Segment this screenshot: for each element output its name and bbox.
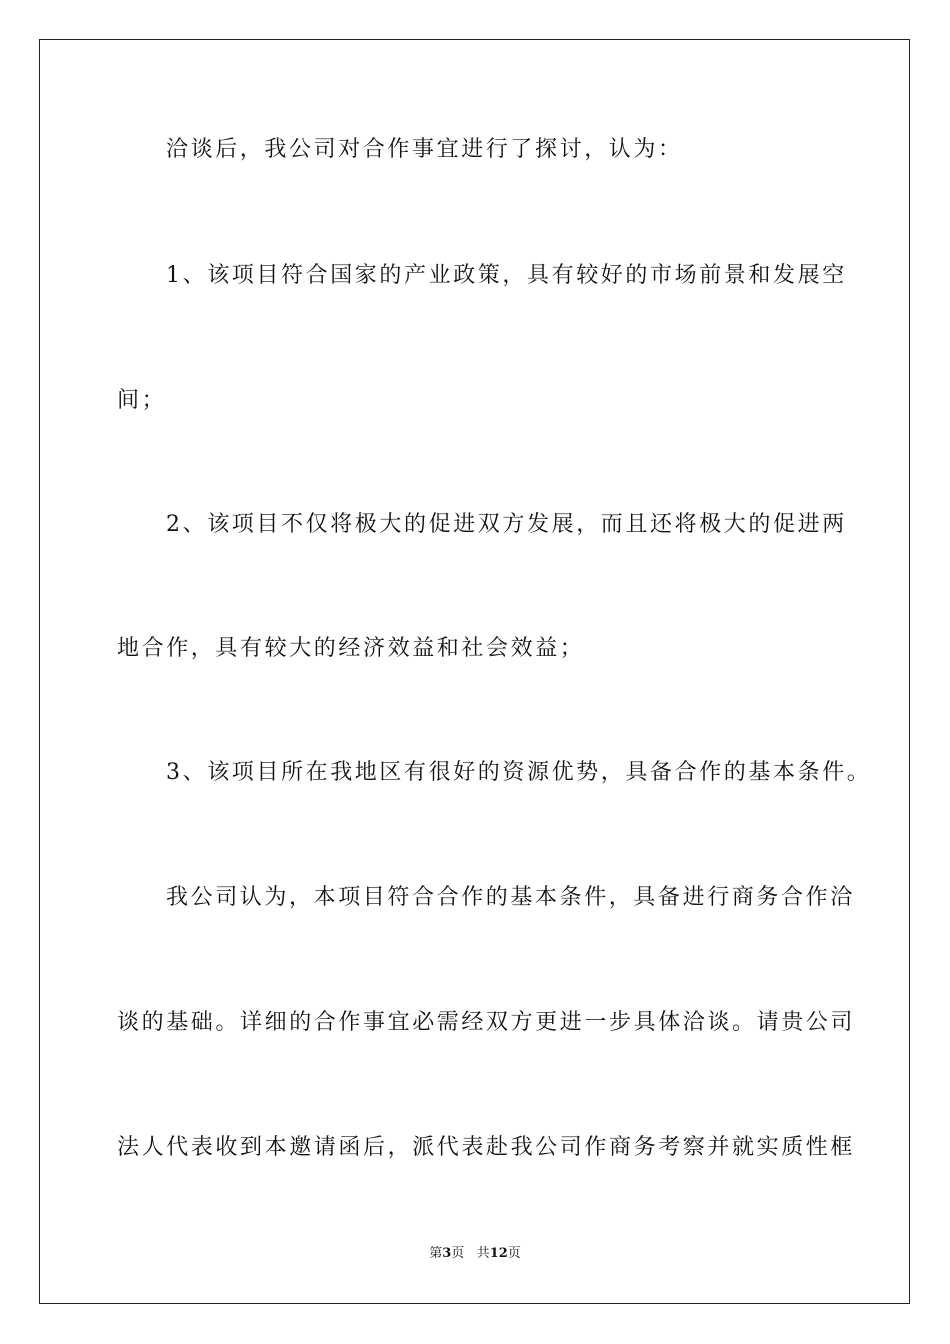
total-pages: 12 <box>489 1246 508 1261</box>
total-prefix: 共 <box>476 1246 490 1261</box>
paragraph-line-3: 间； <box>117 388 167 413</box>
page-number: 3 <box>442 1246 452 1261</box>
page-footer <box>0 1245 950 1263</box>
page-border <box>39 39 910 1304</box>
paragraph-line-9: 法人代表收到本邀请函后，派代表赴我公司作商务考察并就实质性框 <box>117 1135 856 1160</box>
paragraph-line-4: 2、该项目不仅将极大的促进双方发展，而且还将极大的促进两 <box>166 512 847 537</box>
paragraph-line-8: 谈的基础。详细的合作事宜必需经双方更进一步具体洽谈。请贵公司 <box>117 1010 856 1035</box>
paragraph-line-7: 我公司认为，本项目符合合作的基本条件，具备进行商务合作洽 <box>166 885 855 910</box>
paragraph-line-5: 地合作，具有较大的经济效益和社会效益； <box>117 636 585 661</box>
paragraph-line-2: 1、该项目符合国家的产业政策，具有较好的市场前景和发展空 <box>166 263 847 288</box>
total-suffix: 页 <box>507 1246 521 1261</box>
paragraph-line-6: 3、该项目所在我地区有很好的资源优势，具备合作的基本条件。 <box>166 760 872 785</box>
paragraph-line-1: 洽谈后，我公司对合作事宜进行了探讨，认为： <box>166 137 683 162</box>
page-suffix: 页 <box>451 1246 465 1261</box>
page-prefix: 第 <box>429 1246 443 1261</box>
